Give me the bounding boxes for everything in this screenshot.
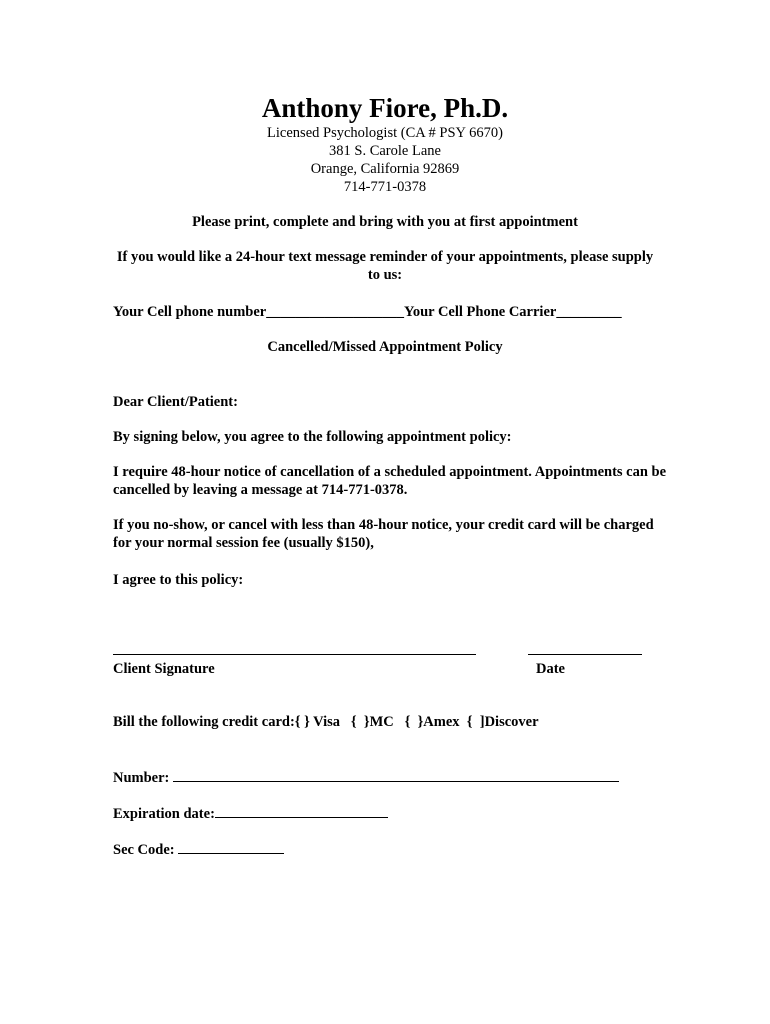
city-address: Orange, California 92869 — [310, 161, 460, 177]
street-address: 381 S. Carole Lane — [329, 143, 441, 159]
credit-card-selection[interactable]: Bill the following credit card:{ } Visa { }MC { }Amex { ]Discover — [113, 714, 539, 730]
print-instructions: Please print, complete and bring with you at first appointment — [192, 214, 578, 230]
agreement-statement: I agree to this policy: — [113, 572, 244, 588]
license-line: Licensed Psychologist (CA # PSY 6670) — [267, 125, 503, 141]
expiration-field[interactable] — [215, 803, 388, 818]
no-show-charge: If you no-show, or cancel with less than 48-hour notice, your credit card will be charged for your normal session fee (usually $150), — [113, 517, 654, 551]
salutation: Dear Client/Patient: — [113, 394, 238, 410]
practitioner-name: Anthony Fiore, Ph.D. — [261, 93, 509, 123]
policy-intro: By signing below, you agree to the following appointment policy: — [113, 429, 512, 445]
date-line[interactable] — [528, 654, 642, 655]
cell-carrier-field[interactable]: _________ — [556, 304, 622, 320]
office-phone: 714-771-0378 — [343, 179, 427, 195]
sec-code-label: Sec Code: — [113, 842, 179, 858]
cell-number-label: Your Cell phone number — [113, 304, 267, 320]
sec-code-line — [113, 839, 673, 859]
card-number-field[interactable] — [173, 767, 619, 782]
expiration-line — [113, 803, 673, 823]
policy-title: Cancelled/Missed Appointment Policy — [267, 339, 503, 355]
card-number-line — [113, 767, 673, 787]
cell-carrier-label: Your Cell Phone Carrier — [403, 304, 557, 320]
cell-number-field[interactable]: ___________________ — [266, 304, 404, 320]
text-reminder-note: If you would like a 24-hour text message reminder of your appointments, please supply to us: — [116, 249, 654, 283]
date-label: Date — [536, 661, 565, 677]
cell-phone-line — [113, 303, 673, 321]
cancellation-requirement: I require 48-hour notice of cancellation of a scheduled appointment. Appointments can be cancelled by leaving a message at 714-771-0378. — [113, 464, 667, 498]
card-number-label: Number: — [113, 770, 174, 786]
sec-code-field[interactable] — [178, 839, 284, 854]
expiration-label: Expiration date: — [113, 806, 215, 822]
signature-line[interactable] — [113, 654, 476, 655]
client-signature-label: Client Signature — [113, 661, 215, 677]
